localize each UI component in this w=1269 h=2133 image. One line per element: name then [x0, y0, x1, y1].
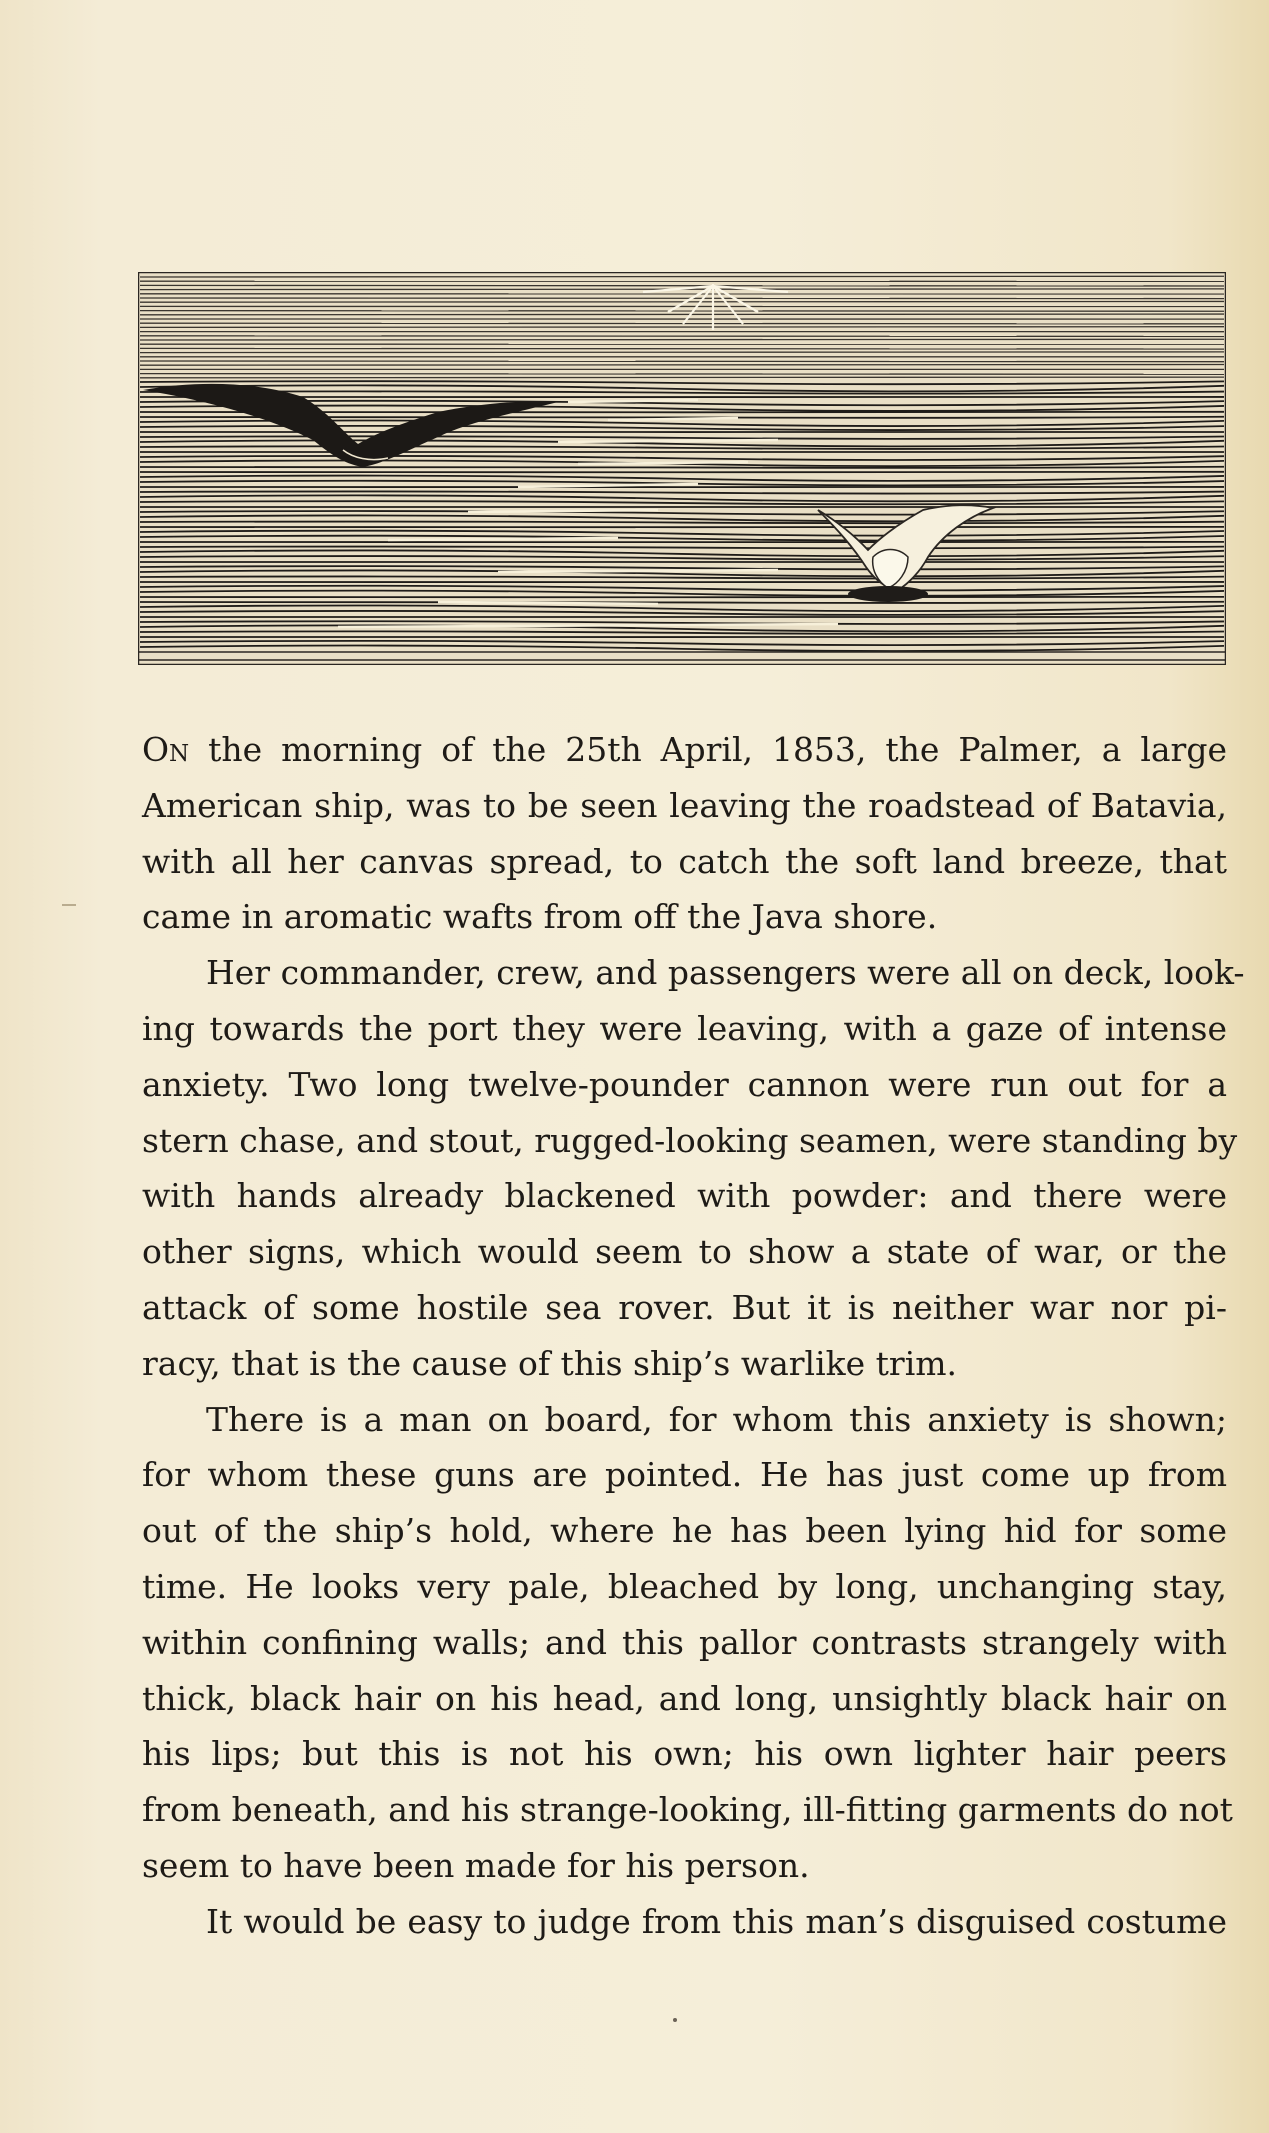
sky-hatch-line — [140, 365, 1224, 366]
text-line: stern chase, and stout, rugged-looking seamen, were standing by — [142, 1120, 1238, 1160]
sky-hatch-line — [140, 339, 1224, 340]
text-line: out of the ship’s hold, where he has been lying hid for some — [142, 1511, 1227, 1551]
sky-hatch-line — [140, 314, 1224, 315]
sea-hatch-line — [140, 472, 1224, 473]
text-line: thick, black hair on his head, and long, unsightly black hair on — [142, 1678, 1227, 1718]
sky-hatch-line — [140, 285, 1224, 286]
text-line: other signs, which would seem to show a state of war, or the — [142, 1232, 1227, 1272]
text-line: ing towards the port they were leaving, with a gaze of intense — [142, 1008, 1227, 1048]
text-line: American ship, was to be seen leaving the roadstead of Batavia, — [142, 785, 1227, 825]
paragraph-4 — [142, 1894, 1227, 1950]
sea-hatch-line — [140, 597, 1224, 598]
sky-hatch-line — [140, 298, 1224, 299]
sea-hatch-line — [140, 527, 1224, 528]
text-line: It would be easy to judge from this man’s disguised costume — [206, 1901, 1227, 1941]
sky-hatch-line — [140, 323, 1224, 324]
text-line: with hands already blackened with powder: and there were — [142, 1176, 1227, 1216]
engraving-svg — [138, 272, 1226, 665]
text-line: his lips; but this is not his own; his own lighter hair peers — [142, 1734, 1227, 1774]
sky-hatch-line — [140, 377, 1224, 378]
sky-hatch-line — [140, 301, 1224, 302]
sky-hatch-line — [140, 327, 1224, 328]
text-line: came in aromatic wafts from off the Java shore. — [142, 897, 938, 937]
sky-hatch-line — [140, 336, 1224, 337]
line-text: the morning of the 25th April, 1853, the Palmer, a large — [189, 730, 1227, 769]
text-line: for whom these guns are pointed. He has just come up from — [142, 1455, 1227, 1495]
sea-illustration — [138, 272, 1226, 665]
body-text — [142, 722, 1245, 1950]
text-line: racy, that is the cause of this ship’s warlike trim. — [142, 1343, 958, 1383]
sea-hatch-line — [140, 467, 1224, 468]
text-line: seem to have been made for his person. — [142, 1845, 810, 1885]
sky-hatch-line — [140, 348, 1224, 349]
sky-hatch-line — [140, 276, 1224, 277]
page-dot — [673, 2018, 677, 2022]
text-line — [142, 722, 1227, 778]
text-line: There is a man on board, for whom this anxiety is shown; — [206, 1399, 1227, 1439]
paragraph-3 — [142, 1392, 1233, 1894]
sky-hatch-line — [140, 311, 1224, 312]
text-line: with all her canvas spread, to catch the soft land breeze, that — [142, 841, 1227, 881]
sky-hatch-line — [140, 352, 1224, 353]
text-line: attack of some hostile sea rover. But it is neither war nor pi- — [142, 1287, 1227, 1327]
text-line: anxiety. Two long twelve-pounder cannon were run out for a — [142, 1064, 1227, 1104]
text-line: within confining walls; and this pallor contrasts strangely with — [142, 1622, 1227, 1662]
text-line: from beneath, and his strange-looking, ill-fitting garments do not — [142, 1790, 1233, 1830]
margin-mark — [62, 904, 76, 906]
paragraph-2 — [142, 945, 1245, 1391]
opening-word: On — [142, 730, 190, 769]
sky-hatch-line — [140, 374, 1224, 375]
text-line: Her commander, crew, and passengers were all on deck, look- — [206, 953, 1245, 993]
text-line: time. He looks very pale, bleached by long, unchanging stay, — [142, 1566, 1227, 1606]
sea-hatch-line — [140, 602, 1224, 603]
paragraph-1 — [142, 722, 1227, 945]
sky-hatch-line — [140, 361, 1224, 362]
